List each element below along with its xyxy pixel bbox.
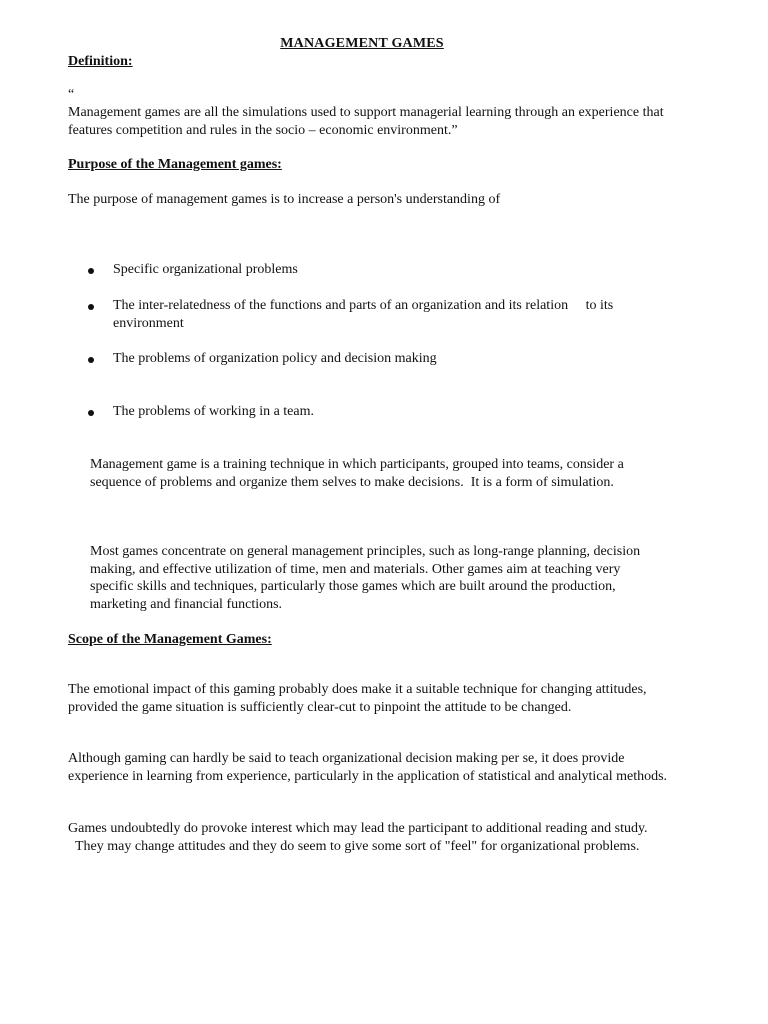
technique-paragraph: Management game is a training technique in which participants, grouped into teams, consider a sequence of problems and organize them selves to make decisions. It is a form of simulation. xyxy=(90,457,624,490)
purpose-intro: The purpose of management games is to increase a person's understanding of xyxy=(68,192,501,207)
scope-heading: Scope of the Management Games: xyxy=(68,632,272,647)
purpose-heading: Purpose of the Management games: xyxy=(68,157,282,172)
definition-paragraph: Management games are all the simulations used to support managerial learning through an experience that features competition and rules in the socio – economic environment.” xyxy=(68,105,664,138)
scope-paragraph: The emotional impact of this gaming probably does make it a suitable technique for changing attitudes, provided the game situation is sufficiently clear-cut to pinpoint the attitude to be changed. xyxy=(68,682,647,715)
bullet-icon xyxy=(88,304,94,310)
list-item-text: Specific organizational problems xyxy=(113,262,298,277)
bullet-icon xyxy=(88,268,94,274)
page-title: MANAGEMENT GAMES xyxy=(280,36,444,51)
scope-paragraph: Games undoubtedly do provoke interest which may lead the participant to additional reading and study. They may change attitudes and they do seem to give some sort of "feel" for organizational problems. xyxy=(68,821,648,854)
open-quote-mark: “ xyxy=(68,87,75,102)
list-item-text: The inter-relatedness of the functions and parts of an organization and its relation to its environment xyxy=(113,298,614,331)
concentrate-paragraph: Most games concentrate on general management principles, such as long-range planning, decision making, and effective utilization of time, men and materials. Other games aim at teaching very specific skills and techniques, particularly those games which are built around the production, marketing and financial functions. xyxy=(90,544,641,612)
definition-heading: Definition: xyxy=(68,54,133,69)
bullet-icon xyxy=(88,410,94,416)
list-item-text: The problems of working in a team. xyxy=(113,404,315,419)
list-item-text: The problems of organization policy and decision making xyxy=(113,351,437,366)
bullet-icon xyxy=(88,357,94,363)
scope-paragraph: Although gaming can hardly be said to teach organizational decision making per se, it does provide experience in learning from experience, particularly in the application of statistical and analytical methods. xyxy=(68,751,668,784)
